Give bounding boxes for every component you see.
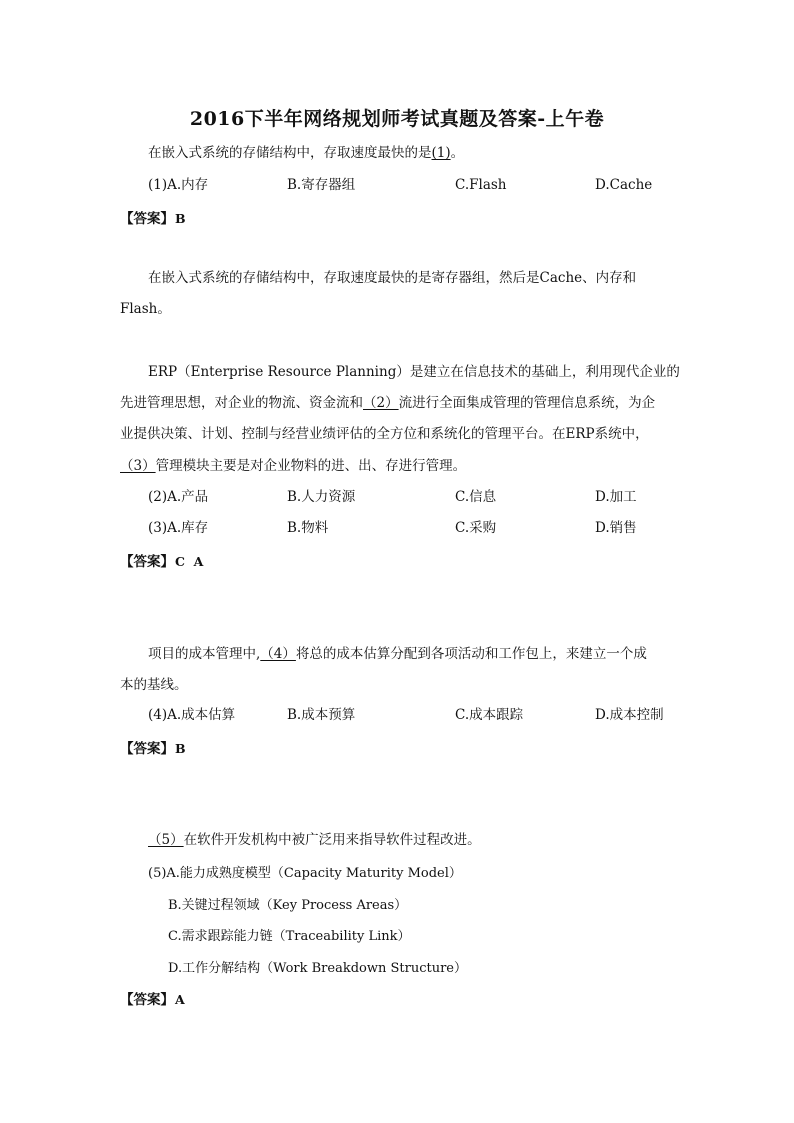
q2-answer-value: C A <box>175 554 204 569</box>
q4-answer <box>120 737 186 757</box>
q2-option-b: B.人力资源 <box>287 489 356 505</box>
q4-answer-value: B <box>175 741 186 756</box>
q4-blank: （4） <box>260 646 296 662</box>
q4-stem-line1 <box>148 644 647 664</box>
q4-answer-label: 【答案】 <box>120 741 174 757</box>
q4-option-a: (4)A.成本估算 <box>148 707 236 723</box>
q2-option-a: (2)A.产品 <box>148 489 209 505</box>
q4-option-c: C.成本跟踪 <box>455 707 524 723</box>
q3-option-d: D.销售 <box>595 520 637 536</box>
q3-option-b: B.物料 <box>287 520 329 536</box>
q1-option-a: (1)A.内存 <box>148 177 209 193</box>
q1-stem-end: 。 <box>450 145 465 161</box>
q2-stem-line4 <box>120 456 466 476</box>
q1-option-b: B.寄存器组 <box>287 177 356 193</box>
q2-blank: （2） <box>363 395 399 411</box>
q2-stem-line4-text: 管理模块主要是对企业物料的进、出、存进行管理。 <box>155 458 467 474</box>
q2-answer <box>120 550 203 570</box>
q1-answer-label: 【答案】 <box>120 211 174 227</box>
q5-option-b: B.关键过程领域（Key Process Areas） <box>168 898 408 913</box>
document-title: 2016下半年网络规划师考试真题及答案-上午卷 <box>189 108 605 130</box>
q1-blank: (1) <box>431 145 451 161</box>
q2-stem-line2 <box>120 393 655 413</box>
q5-stem <box>148 830 481 850</box>
q1-stem <box>148 143 464 163</box>
q3-option-a: (3)A.库存 <box>148 520 209 536</box>
q5-option-d: D.工作分解结构（Work Breakdown Structure） <box>168 961 467 976</box>
q4-option-b: B.成本预算 <box>287 707 356 723</box>
q5-blank: （5） <box>148 832 184 848</box>
q5-answer <box>120 988 185 1008</box>
q4-stem-text: 项目的成本管理中, <box>148 646 261 662</box>
q2-answer-label: 【答案】 <box>120 554 174 570</box>
q1-option-d: D.Cache <box>595 177 653 193</box>
q5-answer-label: 【答案】 <box>120 992 174 1008</box>
q4-stem-line2: 本的基线。 <box>120 677 188 693</box>
q5-option-c: C.需求跟踪能力链（Traceability Link） <box>168 929 411 944</box>
q1-answer-value: B <box>175 211 186 226</box>
q1-answer <box>120 207 186 227</box>
q2-stem-line2-end: 流进行全面集成管理的管理信息系统，为企 <box>398 395 656 411</box>
q3-option-c: C.采购 <box>455 520 497 536</box>
q3-blank: （3） <box>120 458 156 474</box>
q2-stem-line1: ERP（Enterprise Resource Planning）是建立在信息技术的基础上，利用现代企业的 <box>148 364 680 380</box>
q1-stem-text: 在嵌入式系统的存储结构中，存取速度最快的是 <box>148 145 432 161</box>
q2-option-c: C.信息 <box>455 489 497 505</box>
q5-answer-value: A <box>175 992 185 1007</box>
q5-stem-text: 在软件开发机构中被广泛用来指导软件过程改进。 <box>183 832 481 848</box>
q4-stem-end: 将总的成本估算分配到各项活动和工作包上，来建立一个成 <box>295 646 647 662</box>
q1-explanation-line2: Flash。 <box>120 301 171 317</box>
q1-option-c: C.Flash <box>455 177 507 193</box>
q2-option-d: D.加工 <box>595 489 637 505</box>
q1-explanation-line1: 在嵌入式系统的存储结构中，存取速度最快的是寄存器组，然后是Cache、内存和 <box>148 270 637 286</box>
q5-option-a: (5)A.能力成熟度模型（Capacity Maturity Model） <box>148 866 462 881</box>
q2-stem-line3: 业提供决策、计划、控制与经营业绩评估的全方位和系统化的管理平台。在ERP系统中， <box>120 426 649 442</box>
q4-option-d: D.成本控制 <box>595 707 664 723</box>
q2-stem-line2-text: 先进管理思想，对企业的物流、资金流和 <box>120 395 363 411</box>
